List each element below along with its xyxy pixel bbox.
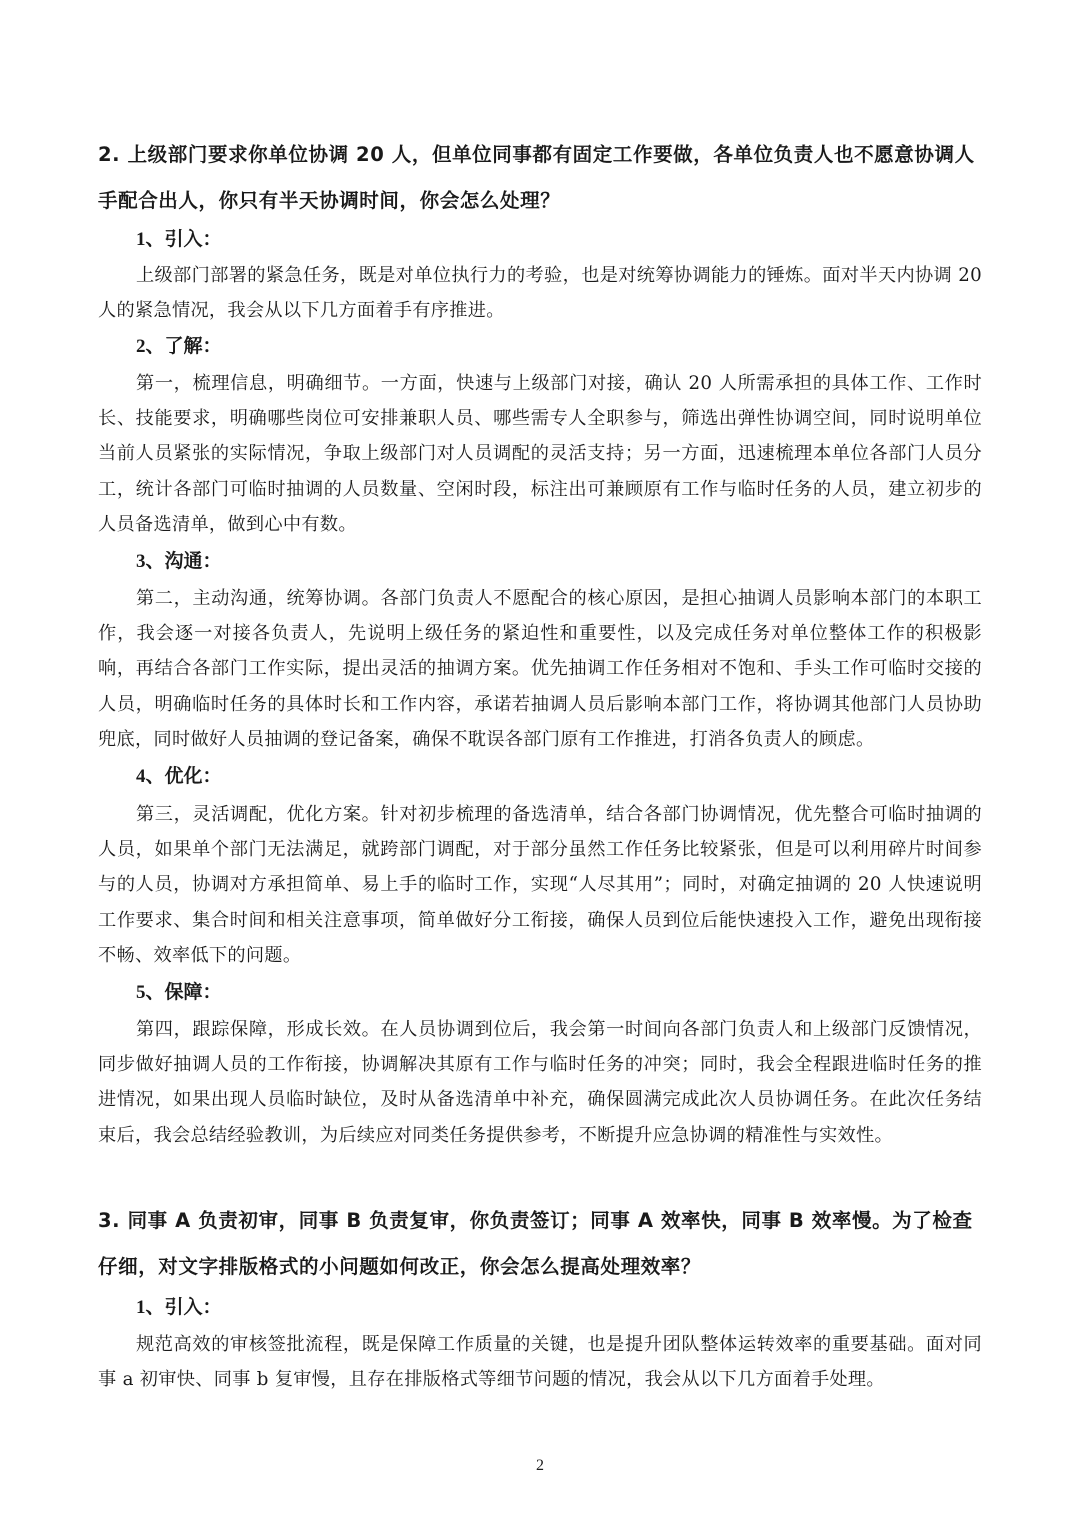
section-heading: 5、保障： bbox=[136, 982, 222, 1003]
section-paragraph: 规范高效的审核签批流程，既是保障工作质量的关键，也是提升团队整体运转效率的重要基础。面对同事 a 初审快、同事 b 复审慢，且存在排版格式等细节问题的情况，我会从以下几方面着手处理。 bbox=[98, 1334, 982, 1391]
section-paragraph: 第三，灵活调配，优化方案。针对初步梳理的备选清单，结合各部门协调情况，优先整合可临时抽调的人员，如果单个部门无法满足，就跨部门调配，对于部分虽然工作任务比较紧张，但是可以利用碎片时间参与的人员，协调对方承担简单、易上手的临时工作，实现“人尽其用”；同时，对确定抽调的 20 人快速说明工作要求、集合时间和相关注意事项，简单做好分工衔接，确保人员到位后能快速投入工作，避免出现衔接不畅、效率低下的问题。 bbox=[98, 804, 982, 966]
question-title: 3. 同事 A 负责初审，同事 B 负责复审，你负责签订；同事 A 效率快，同事 B 效率慢。为了检查仔细，对文字排版格式的小问题如何改正，你会怎么提高处理效率？ bbox=[98, 1209, 973, 1278]
section-heading: 4、优化： bbox=[136, 766, 222, 787]
section-heading: 1、引入： bbox=[136, 1297, 222, 1318]
section-paragraph: 上级部门部署的紧急任务，既是对单位执行力的考验，也是对统筹协调能力的锤炼。面对半天内协调 20 人的紧急情况，我会从以下几方面着手有序推进。 bbox=[98, 265, 982, 322]
question-title: 2. 上级部门要求你单位协调 20 人，但单位同事都有固定工作要做，各单位负责人也不愿意协调人手配合出人，你只有半天协调时间，你会怎么处理？ bbox=[98, 143, 975, 212]
section-paragraph: 第一，梳理信息，明确细节。一方面，快速与上级部门对接，确认 20 人所需承担的具体工作、工作时长、技能要求，明确哪些岗位可安排兼职人员、哪些需专人全职参与，筛选出弹性协调空间，同时说明单位当前人员紧张的实际情况，争取上级部门对人员调配的灵活支持；另一方面，迅速梳理本单位各部门人员分工，统计各部门可临时抽调的人员数量、空闲时段，标注出可兼顾原有工作与临时任务的人员，建立初步的人员备选清单，做到心中有数。 bbox=[98, 373, 982, 535]
section-heading: 2、了解： bbox=[136, 336, 222, 357]
section-paragraph: 第四，跟踪保障，形成长效。在人员协调到位后，我会第一时间向各部门负责人和上级部门反馈情况，同步做好抽调人员的工作衔接，协调解决其原有工作与临时任务的冲突；同时，我会全程跟进临时任务的推进情况，如果出现人员临时缺位，及时从备选清单中补充，确保圆满完成此次人员协调任务。在此次任务结束后，我会总结经验教训，为后续应对同类任务提供参考，不断提升应急协调的精准性与实效性。 bbox=[98, 1019, 982, 1146]
section-heading: 3、沟通： bbox=[136, 551, 222, 572]
section-paragraph: 第二，主动沟通，统筹协调。各部门负责人不愿配合的核心原因，是担心抽调人员影响本部门的本职工作，我会逐一对接各负责人，先说明上级任务的紧迫性和重要性，以及完成任务对单位整体工作的积极影响，再结合各部门工作实际，提出灵活的抽调方案。优先抽调工作任务相对不饱和、手头工作可临时交接的人员，明确临时任务的具体时长和工作内容，承诺若抽调人员后影响本部门工作，将协调其他部门人员协助兜底，同时做好人员抽调的登记备案，确保不耽误各部门原有工作推进，打消各负责人的顾虑。 bbox=[98, 588, 982, 750]
page-number: 2 bbox=[536, 1457, 544, 1474]
section-heading: 1、引入： bbox=[136, 229, 222, 250]
